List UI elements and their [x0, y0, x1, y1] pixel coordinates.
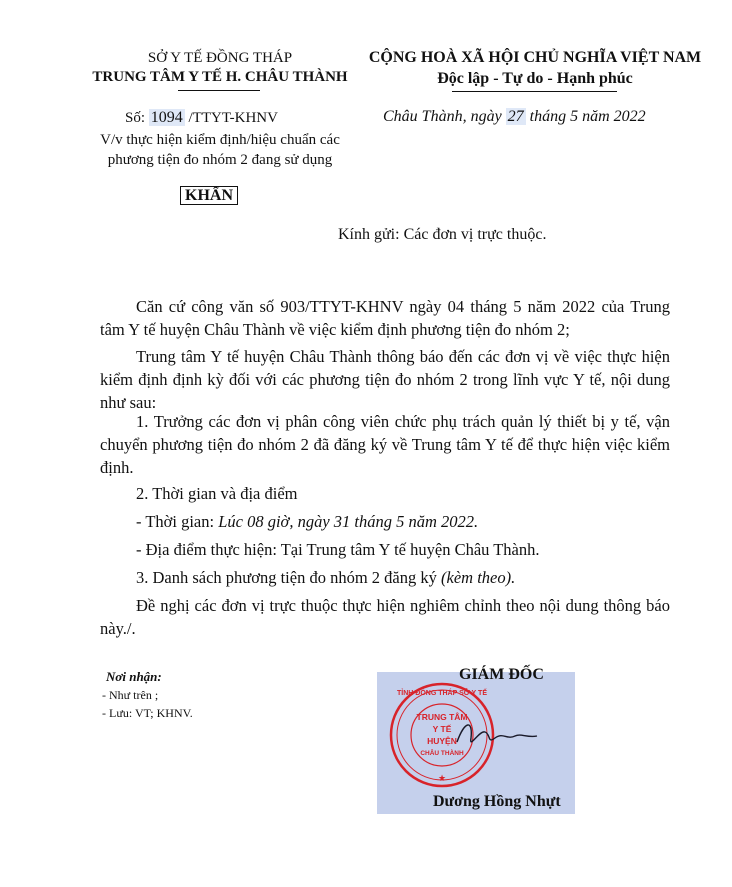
receiver-item: - Như trên ; [102, 688, 159, 702]
signature-title: GIÁM ĐỐC [459, 666, 544, 683]
receivers-title: Nơi nhận: [106, 669, 162, 684]
receiver-item: - Lưu: VT; KHNV. [102, 706, 193, 720]
date-prefix: Châu Thành, ngày [383, 108, 502, 125]
time-value: Lúc 08 giờ, ngày 31 tháng 5 năm 2022. [218, 512, 479, 531]
list-note: (kèm theo). [441, 568, 516, 587]
stamp-line-2: Y TẾ [432, 724, 452, 734]
subject-line-1: V/v thực hiện kiểm định/hiệu chuẩn các [100, 132, 340, 148]
stamp-ring-text: TỈNH ĐỒNG THÁP SỞ Y TẾ [397, 690, 487, 697]
agency-parent: SỞ Y TẾ ĐỒNG THÁP [147, 50, 293, 66]
doc-number-prefix: Số: [125, 110, 146, 126]
receivers-block [102, 668, 193, 722]
stamp-line-3: HUYỆN [427, 736, 457, 746]
handwritten-signature [457, 725, 537, 742]
signer-name: Dương Hồng Nhựt [433, 793, 561, 810]
paragraph-6: - Địa điểm thực hiện: Tại Trung tâm Y tế huyện Châu Thành. [136, 540, 540, 559]
subject-line-2: phương tiện đo nhóm 2 đang sử dụng [107, 152, 333, 168]
time-label: - Thời gian: [136, 512, 219, 531]
doc-number [125, 109, 278, 127]
paragraph-3: 1. Trưởng các đơn vị phân công viên chức phụ trách quản lý thiết bị y tế, vận chuyển phương tiện đo nhóm 2 đã đăng ký về Trung tâm Y tế để thực hiện việc kiểm định. [100, 412, 670, 477]
paragraph-1: Căn cứ công văn số 903/TTYT-KHNV ngày 04 tháng 5 năm 2022 của Trung tâm Y tế huyện Châu Thành về việc kiểm định phương tiện đo nhóm 2; [100, 297, 670, 339]
urgent-box [180, 187, 238, 205]
paragraph-4: 2. Thời gian và địa điểm [136, 484, 298, 503]
paragraph-7 [100, 566, 670, 589]
stamp-star-icon: ★ [437, 773, 447, 783]
paragraph-2: Trung tâm Y tế huyện Châu Thành thông báo đến các đơn vị về việc thực hiện kiểm định định kỳ đối với các phương tiện đo nhóm 2 trong lĩnh vực Y tế, nội dung như sau: [100, 347, 670, 412]
paragraph-8: Đề nghị các đơn vị trực thuộc thực hiện nghiêm chỉnh theo nội dung thông báo này./. [100, 596, 670, 638]
list-text: 3. Danh sách phương tiện đo nhóm 2 đăng ký [136, 568, 442, 587]
official-stamp [387, 680, 557, 790]
date-suffix: tháng 5 năm 2022 [529, 108, 646, 125]
stamp-line-1: TRUNG TÂM [416, 712, 468, 722]
date-line [383, 108, 646, 126]
subject [70, 130, 370, 170]
nation-motto: Độc lập - Tự do - Hạnh phúc [437, 70, 633, 87]
stamp-line-4: CHÂU THÀNH [420, 750, 464, 757]
motto-underline [452, 91, 617, 92]
paragraph-5 [100, 510, 670, 533]
agency-underline [178, 90, 260, 91]
urgent-label: KHẨN [180, 186, 238, 205]
doc-number-suffix: /TTYT-KHNV [188, 110, 278, 126]
date-day: 27 [507, 108, 524, 125]
nation-title: CỘNG HOÀ XÃ HỘI CHỦ NGHĨA VIỆT NAM [368, 49, 702, 66]
doc-number-value: 1094 [150, 109, 183, 126]
recipient: Kính gửi: Các đơn vị trực thuộc. [338, 226, 547, 243]
agency-name: TRUNG TÂM Y TẾ H. CHÂU THÀNH [92, 69, 348, 85]
